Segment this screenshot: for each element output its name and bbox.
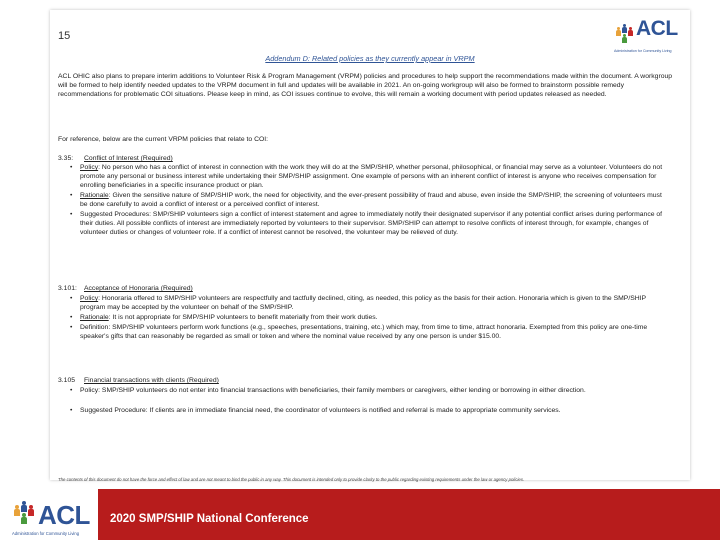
bullet-icon: • [70, 211, 73, 218]
acl-logo-tagline: Administration for Community Living [12, 531, 80, 536]
list-item [70, 191, 670, 209]
acl-logo-text: ACL [38, 500, 90, 530]
list-item [70, 313, 670, 322]
section-number: 3.105 [58, 377, 76, 384]
person-icon [622, 34, 627, 44]
bullet-icon: • [70, 295, 73, 302]
bullet-label: Rationale [80, 314, 109, 321]
bullet-icon: • [70, 314, 73, 321]
section-number: 3.35: [58, 155, 74, 162]
person-icon [628, 27, 633, 37]
intro-paragraph [58, 72, 678, 100]
person-icon [21, 513, 27, 525]
reference-line [58, 135, 678, 144]
bullet-text: Suggested Procedures: SMP/SHIP volunteers sign a conflict of interest statement and agree to immediately notify their designated supervisor if any potential conflict arises during performance of their duties. All possible conflicts of interest are immediately reported by volunteers to their supervisor. SMP/SHIP can attempt to resolve conflicts of interest through, for example, changes of volunteer duties or changes of volunteer role. If a conflict of interest cannot be resolved, the volunteer may be relieved of duty. [80, 211, 663, 237]
bullet-icon: • [70, 407, 73, 414]
bullet-label: Policy [80, 295, 99, 302]
bullet-icon: • [70, 192, 73, 199]
intro-text: ACL OHIC also plans to prepare interim additions to Volunteer Risk & Program Management (VRPM) policies and procedures to help support the recommendations made within the document. A workgroup will be formed to help identify needed updates to the VRPM document in full and updates will be available in 2021. An on-going workgroup will also be formed to brainstorm possible remedy recommendations for problematic COI situations. Please keep in mind, as COI issues continue to evolve, this will remain a working document with period updates released as needed. [58, 73, 673, 99]
section-title [58, 154, 678, 163]
acl-logo-text: ACL [636, 17, 678, 40]
bullet-text: Suggested Procedure: If clients are in immediate financial need, the coordinator of volunteers is notified and referral is made to appropriate community services. [80, 407, 561, 414]
list-item [70, 294, 670, 312]
person-icon [28, 505, 34, 517]
reference-text: For reference, below are the current VRPM policies that relate to COI: [58, 136, 269, 143]
list-item [70, 163, 670, 191]
bullet-icon: • [70, 324, 73, 331]
list-item [70, 323, 670, 341]
list-item [70, 406, 670, 415]
person-icon [21, 501, 27, 513]
person-icon [616, 27, 621, 37]
disclaimer-footnote: The contents of this document do not have the force and effect of law and are not meant to bind the public in any way. This document is intended only to provide clarity to the public regarding existing requirements under the law or agency policies. [58, 477, 525, 482]
footer-bar [0, 489, 720, 540]
list-item [70, 386, 670, 395]
section-heading: Financial transactions with clients (Required) [84, 377, 219, 384]
document-page [50, 10, 690, 480]
acl-logo [614, 17, 678, 56]
person-icon [14, 505, 20, 517]
bullet-label: Policy [80, 164, 99, 171]
conference-title: 2020 SMP/SHIP National Conference [110, 513, 309, 525]
acl-logo-footer [12, 497, 96, 537]
bullet-text: : Honoraria offered to SMP/SHIP volunteers are respectfully and tactfully declined, citing, as needed, this policy as the basis for their action. Honoraria which is given to the SMP/SHIP program may be accepted by the volunteer on behalf of the SMP/SHIP. [80, 295, 646, 312]
list-item [70, 210, 670, 238]
person-icon [622, 24, 627, 34]
section-title [58, 284, 678, 293]
bullet-text: Policy: SMP/SHIP volunteers do not enter into financial transactions with beneficiaries, their family members or caregivers, either lending or borrowing in either direction. [80, 387, 586, 394]
acl-logo-tagline: Administration for Community Living [614, 49, 672, 53]
bullet-text: Definition: SMP/SHIP volunteers perform work functions (e.g., speeches, presentations, training, etc.) which may, from time to time, attract honoraria. Exempted from this policy are one-time speaker's gifts that can reasonably be regarded as small or token and where the nominal value received by any one person is under $15.00. [80, 324, 648, 341]
page-number: 15 [58, 30, 71, 42]
section-title [58, 376, 678, 385]
bullet-text: : Given the sensitive nature of SMP/SHIP work, the need for objectivity, and the ever-present possibility of fraud and abuse, even inside the SMP/SHIP, the screening of volunteers must be done carefully to avoid a conflict of interest or a perceived conflict of interest. [80, 192, 662, 209]
bullet-text: : No person who has a conflict of interest in connection with the work they will do at the SMP/SHIP, whether personal, philosophical, or financial may serve as a volunteer. Volunteers do not promote any personal or business interest while undertaking their SMP/SHIP assignment. One example of persons with an inherent conflict of interest is anyone who receives compensation for enrolling beneficiaries in a specific insurance product or plan. [80, 164, 663, 190]
bullet-label: Rationale [80, 192, 109, 199]
section-heading: Conflict of Interest (Required) [84, 155, 173, 162]
section-heading: Acceptance of Honoraria (Required) [84, 285, 193, 292]
bullet-icon: • [70, 164, 73, 171]
bullet-icon: • [70, 387, 73, 394]
addendum-heading: Addendum D: Related policies as they currently appear in VRPM [265, 54, 475, 63]
section-number: 3.101: [58, 285, 77, 292]
bullet-text: : It is not appropriate for SMP/SHIP volunteers to benefit materially from their work duties. [108, 314, 378, 321]
